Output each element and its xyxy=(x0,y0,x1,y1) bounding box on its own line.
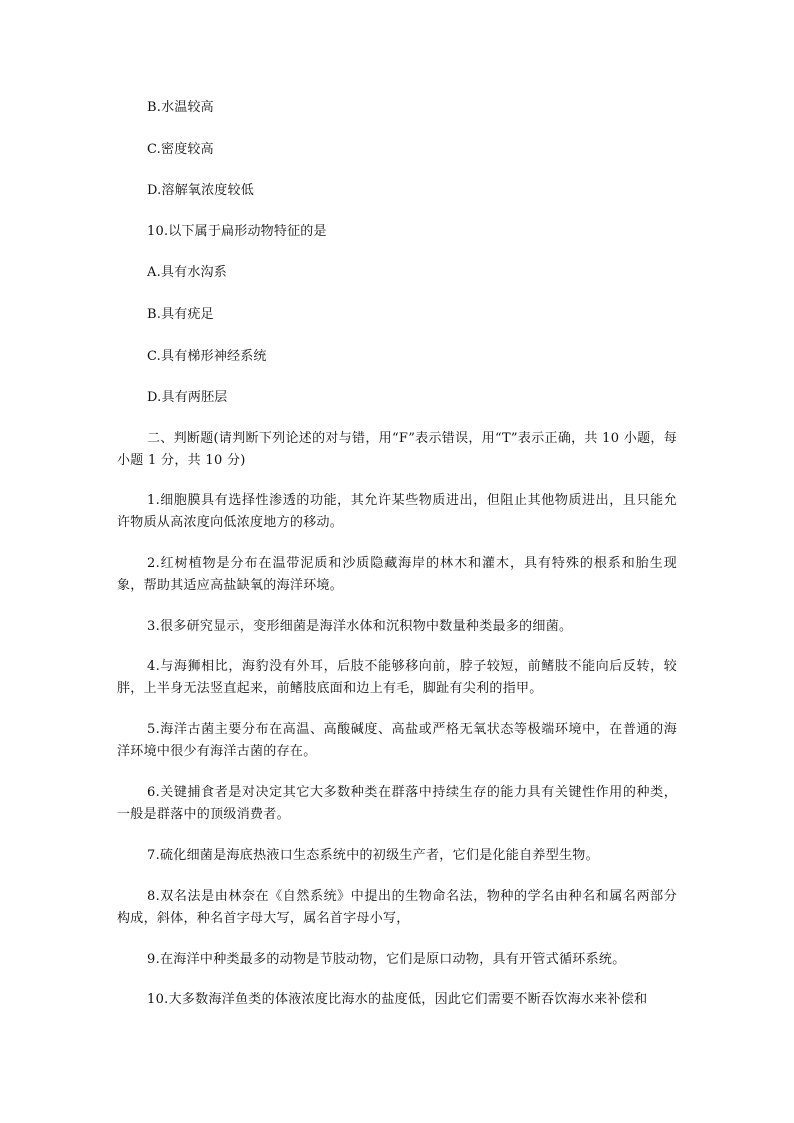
tf-item-7: 7.硫化细菌是海底热液口生态系统中的初级生产者，它们是化能自养型生物。 xyxy=(147,848,599,863)
question-10-stem: 10.以下属于扁形动物特征的是 xyxy=(147,224,327,239)
tf-item-6: 6.关键捕食者是对决定其它大多数种类在群落中持续生存的能力具有关键性作用的种类，一般是群落中的顶级消费者。 xyxy=(117,785,677,822)
tf-item-4: 4.与海狮相比，海豹没有外耳，后肢不能够移向前，脖子较短，前鳍肢不能向后反转，较胖，上半身无法竖直起来，前鳍肢底面和边上有毛，脚趾有尖利的指甲。 xyxy=(117,659,677,696)
option-q9-d: D.溶解氧浓度较低 xyxy=(147,183,254,198)
tf-item-9: 9.在海洋中种类最多的动物是节肢动物，它们是原口动物，具有开管式循环系统。 xyxy=(147,952,626,967)
tf-item-8: 8.双名法是由林奈在《自然系统》中提出的生物命名法，物种的学名由种名和属名两部分构成，斜体，种名首字母大写，属名首字母小写， xyxy=(117,889,677,926)
tf-item-5: 5.海洋古菌主要分布在高温、高酸碱度、高盐或严格无氧状态等极端环境中，在普通的海洋环境中很少有海洋古菌的存在。 xyxy=(117,722,677,759)
option-q9-c: C.密度较高 xyxy=(147,142,214,157)
tf-item-2: 2.红树植物是分布在温带泥质和沙质隐藏海岸的林木和灌木，具有特殊的根系和胎生现象，帮助其适应高盐缺氧的海洋环境。 xyxy=(117,556,677,593)
option-q10-a: A.具有水沟系 xyxy=(147,265,227,280)
option-q10-d: D.具有两胚层 xyxy=(147,390,228,405)
option-q9-b: B.水温较高 xyxy=(147,100,214,115)
option-q10-b: B.具有疣足 xyxy=(147,307,214,322)
option-q10-c: C.具有梯形神经系统 xyxy=(147,349,267,364)
tf-item-10: 10.大多数海洋鱼类的体液浓度比海水的盐度低，因此它们需要不断吞饮海水来补偿和 xyxy=(147,992,648,1007)
tf-item-3: 3.很多研究显示，变形细菌是海洋水体和沉积物中数量种类最多的细菌。 xyxy=(147,619,573,634)
section-heading-true-false: 二、判断题(请判断下列论述的对与错，用“F”表示错误，用“T”表示正确，共 10 小题，每小题 1 分，共 10 分) xyxy=(117,431,677,468)
tf-item-1: 1.细胞膜具有选择性渗透的功能，其允许某些物质进出，但阻止其他物质进出，且只能允许物质从高浓度向低浓度地方的移动。 xyxy=(117,493,677,530)
